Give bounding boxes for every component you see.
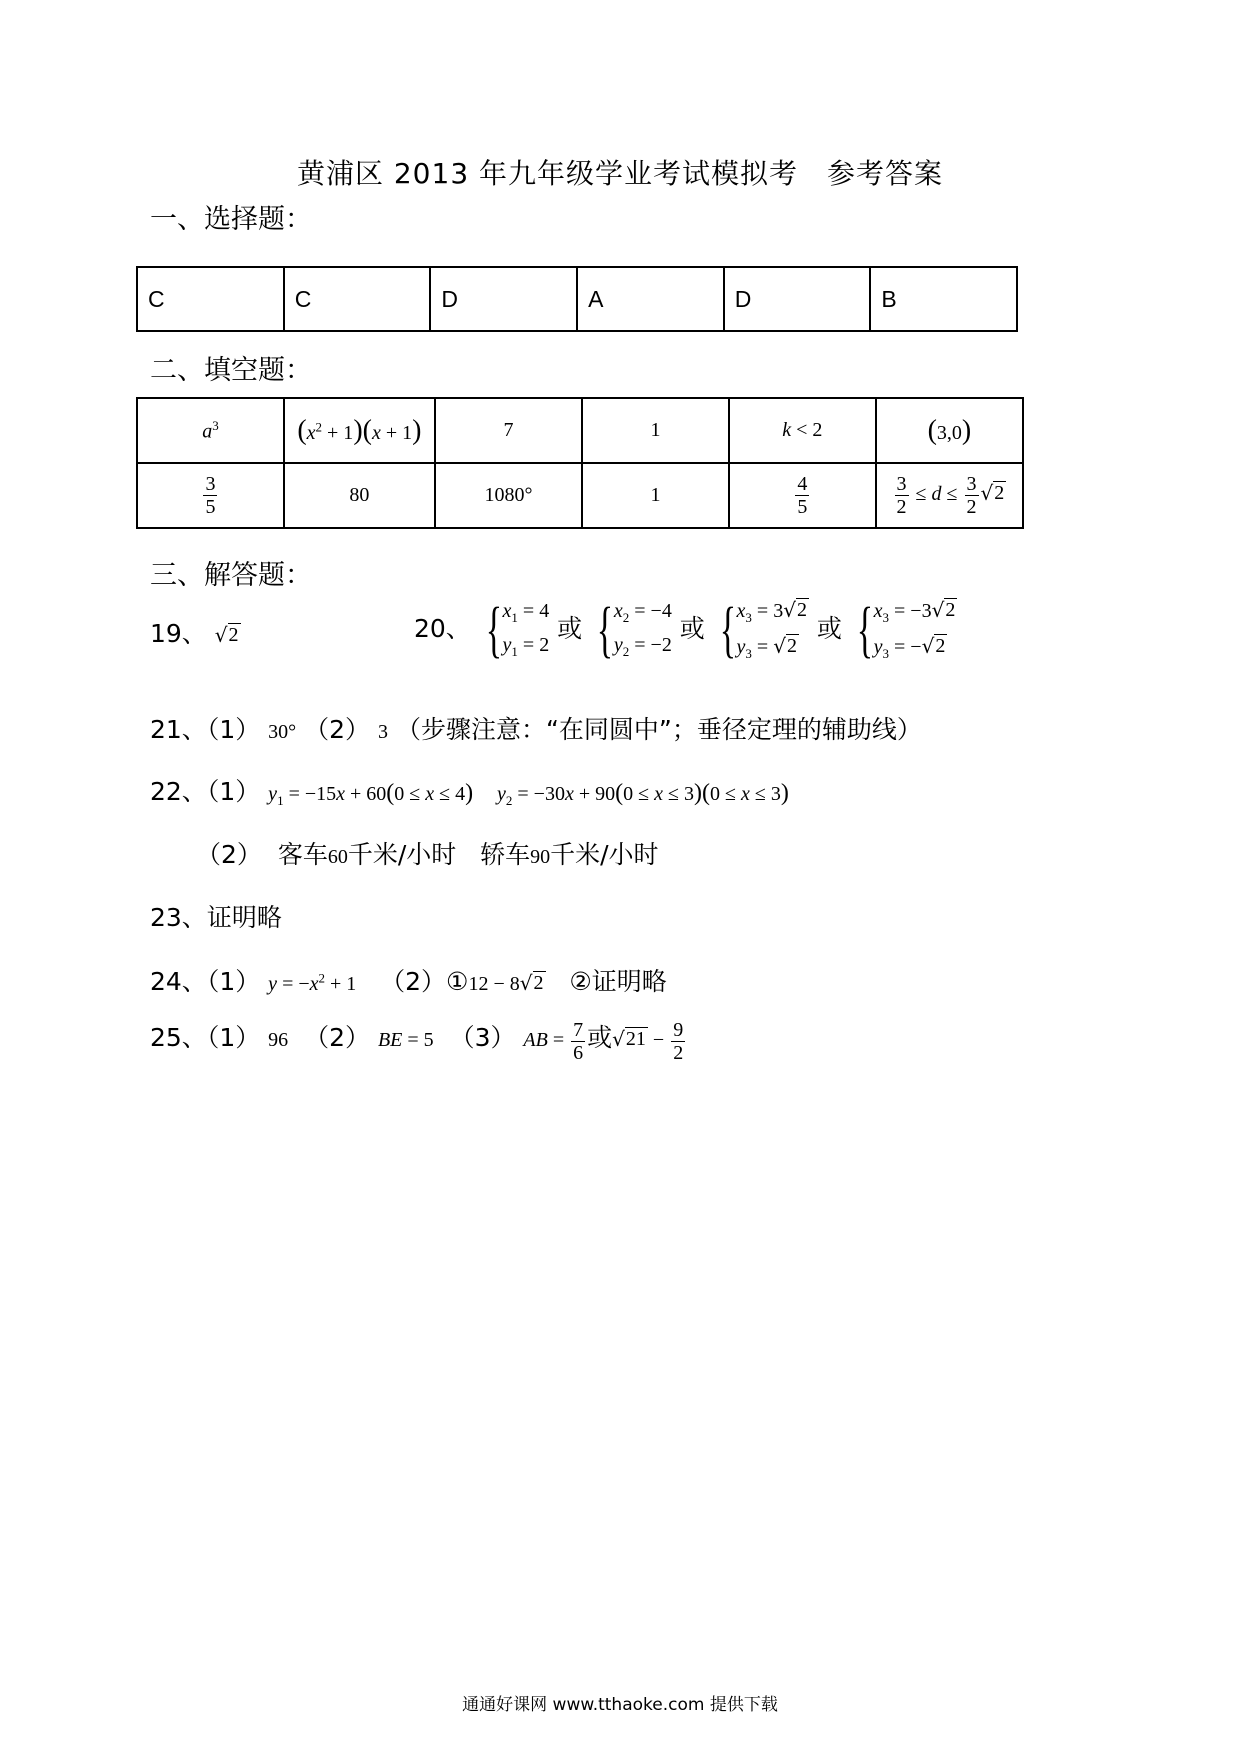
part-label: （2） [380,967,447,996]
problem-20-label: 20、 [414,614,471,643]
problem-21-label: 21、 [150,715,207,744]
choice-cell: C [137,267,284,331]
part-label: （1） [206,967,261,996]
problem-23-answer: 证明略 [206,903,282,932]
or-word: 或 [587,1023,613,1052]
fill-cell: $\frac{3}{2}$ ≤ d ≤ $\frac{3}{2}$ √ 2 [876,463,1023,528]
fill-cell: $a^3$ [137,398,284,463]
system-4: { $x_3 = -3$ √ 2 $y_3$ = − √ 2 [856,596,956,664]
choice-cell: D [724,267,871,331]
section-fill-heading: 二、填空题： [150,355,312,386]
system-1: { $x_1 = 4$ $y_1 = 2$ [485,596,550,664]
or-word: 或 [679,614,705,643]
problem-21 [150,710,922,746]
or-word: 或 [816,614,842,643]
problem-22-part2 [196,835,659,871]
page-footer: 通通好课网 www.tthaoke.com 提供下载 [462,1695,778,1715]
fill-cell: $\frac{3}{5}$ [137,463,284,528]
speed-unit: 千米/小时 [347,840,457,869]
problem-25 [150,1018,687,1064]
fill-cell: (3,0) [876,398,1023,463]
choice-cell: A [577,267,724,331]
fill-cell: 1 [582,398,729,463]
problem-22-label: 22、 [150,777,207,806]
or-word: 或 [557,614,583,643]
fill-cell: k < 2 [729,398,876,463]
fill-answer-table [136,397,1024,529]
problem-24-answer-1: $y = -x^2 + 1$ [268,970,357,995]
choice-cell: D [430,267,577,331]
problem-19-label: 19、 [150,619,207,648]
fill-cell: 7 [435,398,582,463]
problem-21-answer-2: 3 [377,721,388,743]
problem-24-answer-2: 12 − 8 √ 2 [468,971,544,995]
problem-24-label: 24、 [150,967,207,996]
section-solve-heading: 三、解答题： [150,560,312,591]
car-label: 轿车 [480,840,531,869]
problem-25-answer-1: 96 [268,1029,289,1051]
system-3: { $x_3 = 3$ √ 2 $y_3$ = √ 2 [719,596,807,664]
speed-unit: 千米/小时 [550,840,659,869]
problem-19-answer: √ 2 [214,623,239,647]
section-choice-heading: 一、选择题： [150,204,312,235]
part-label: （1） [206,715,261,744]
problem-22-equation-2: $y_2 = -30x + 90(0 \le x \le 3)(0 \le x \le 3)$ [497,780,789,808]
page-title: 黄浦区 2013 年九年级学业考试模拟考 参考答案 [296,157,944,190]
problem-25-label: 25、 [150,1023,207,1052]
choice-answer-table [136,266,1018,332]
problem-22-part1 [150,772,789,809]
fill-cell: 80 [284,463,435,528]
sub-label: ① [446,967,469,996]
problem-19-20 [150,614,241,650]
car-speed: 90 [530,846,551,868]
bus-label: 客车 [277,840,328,869]
fill-cell: $(x^2 + 1)(x + 1)$ [284,398,435,463]
part-label: （2） [304,1023,370,1052]
problem-23 [150,898,282,934]
problem-25-answer-2: BE = 5 [377,1029,434,1051]
part-label: （1） [206,1023,261,1052]
problem-20 [414,598,957,662]
problem-23-label: 23、 [150,903,207,932]
system-2: { $x_2 = -4$ $y_2 = -2$ [596,596,672,664]
problem-24-proof: 证明略 [591,967,667,996]
choice-cell: B [870,267,1017,331]
sub-label: ② [569,967,592,996]
problem-21-note: （步骤注意：“在同圆中”；垂径定理的辅助线） [395,715,922,744]
part-label: （2） [196,840,262,869]
problem-22-equation-1: $y_1 = -15x + 60(0 \le x \le 4)$ [268,780,474,808]
bus-speed: 60 [327,846,348,868]
problem-25-answer-3: AB = $\frac{7}{6}$ [523,1018,584,1064]
fill-cell: $\frac{4}{5}$ [729,463,876,528]
problem-24 [150,962,667,998]
part-label: （2） [304,715,371,744]
problem-25-answer-3b: √ 21 − $\frac{9}{2}$ [612,1018,684,1064]
part-label: （1） [206,777,261,806]
part-label: （3） [449,1023,516,1052]
choice-cell: C [284,267,431,331]
fill-cell: 1 [582,463,729,528]
problem-21-answer-1: 30° [268,721,297,743]
fill-cell: 1080° [435,463,582,528]
